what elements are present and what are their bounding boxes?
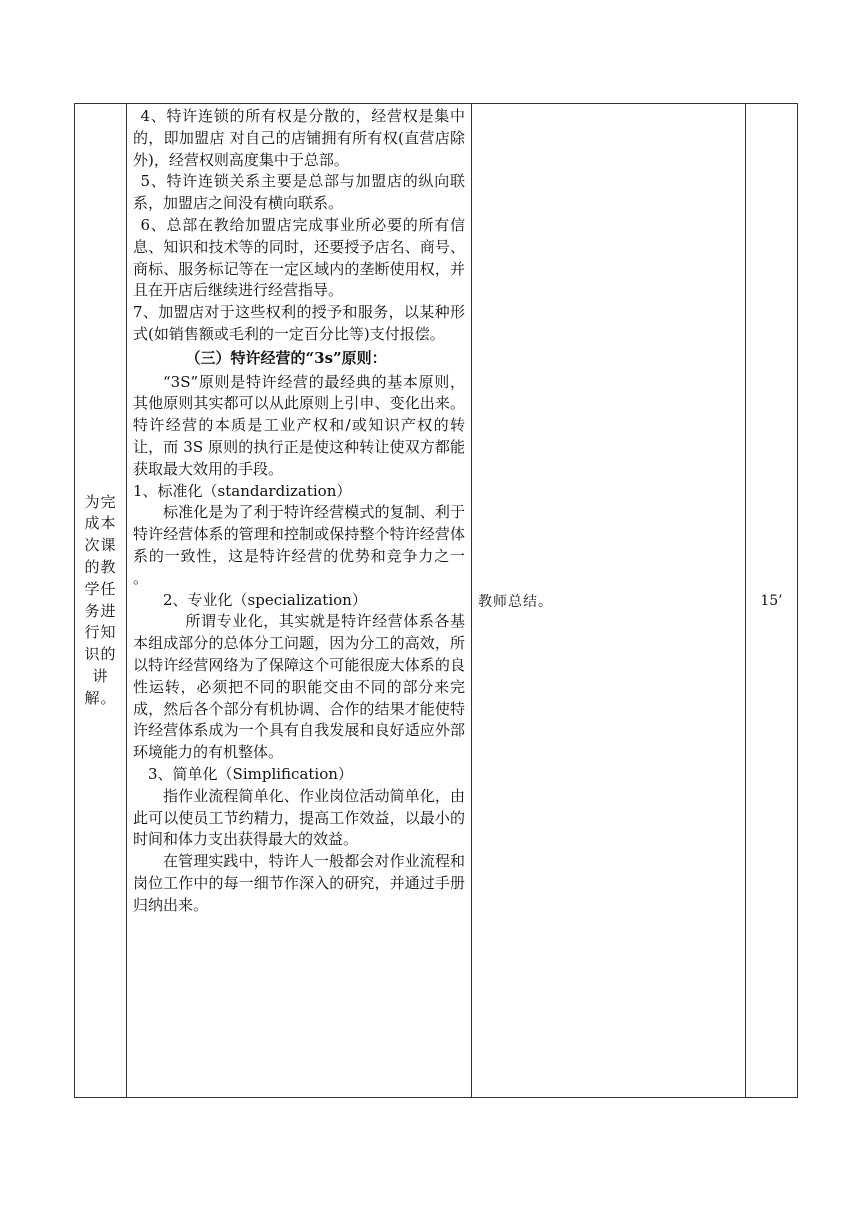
purpose-cell — [75, 104, 127, 1098]
content-cell — [127, 104, 472, 1098]
3s-intro: “3S”原则是特许经营的最经典的基本原则，其他原则其实都可以从此原则上引申、变化出来。特许经营的本质是工业产权和/或知识产权的转让，而 3S 原则的执行正是使这种转让使双方都能获取最大效用的手段。 — [133, 372, 465, 478]
standardization-heading: 1、标准化（standardization） — [133, 481, 352, 500]
point-6: 6、总部在教给加盟店完成事业所必要的所有信息、知识和技术等的同时，还要授予店名、商号、商标、服务标记等在一定区域内的垄断使用权，并且在开店后继续进行经营指导。 — [133, 215, 465, 300]
practice-text: 在管理实践中，特许人一般都会对作业流程和岗位工作中的每一细节作深入的研究，并通过手册归纳出来。 — [133, 852, 465, 914]
simplification-text: 指作业流程简单化、作业岗位活动简单化，由此可以使员工节约精力，提高工作效益，以最小的时间和体力支出获得最大的效益。 — [133, 786, 465, 849]
lesson-plan-table — [74, 103, 798, 1098]
teacher-activity-text: 教师总结。 — [478, 593, 553, 610]
time-cell — [746, 104, 798, 1098]
specialization-text: 所谓专业化，其实就是特许经营体系各基本组成部分的总体分工问题，因为分工的高效，所以特许经营网络为了保障这个可能很庞大体系的良性运转，必须把不同的职能交由不同的部分来完成，然后各个部分有机协调、合作的结果才能使特许经营体系成为一个具有自我发展和良好适应外部环境能力的有机整体。 — [133, 612, 465, 762]
standardization-text: 标准化是为了利于特许经营模式的复制、利于特许经营体系的管理和控制或保持整个特许经营体系的一致性，这是特许经营的优势和竞争力之一 。 — [133, 503, 465, 587]
point-5: 5、特许连锁关系主要是总部与加盟店的纵向联系，加盟店之间没有横向联系。 — [133, 172, 465, 213]
section-heading: （三）特许经营的“3s”原则： — [185, 348, 387, 367]
teacher-activity-cell — [472, 104, 746, 1098]
specialization-heading: 2、专业化（specialization） — [163, 590, 367, 609]
purpose-text: 为完成本次课的教学任务进行知识的讲解。 — [84, 492, 117, 707]
simplification-heading: 3、简单化（Simplification） — [148, 764, 353, 783]
point-7: 7、加盟店对于这些权利的授予和服务，以某种形式(如销售额或毛利的一定百分比等)支付报偿。 — [133, 303, 465, 343]
point-4: 4、特许连锁的所有权是分散的，经营权是集中的，即加盟店 对自己的店铺拥有所有权(直营店除外)，经营权则高度集中于总部。 — [133, 107, 465, 169]
time-text: 15’ — [760, 592, 783, 609]
table-row — [75, 104, 798, 1098]
